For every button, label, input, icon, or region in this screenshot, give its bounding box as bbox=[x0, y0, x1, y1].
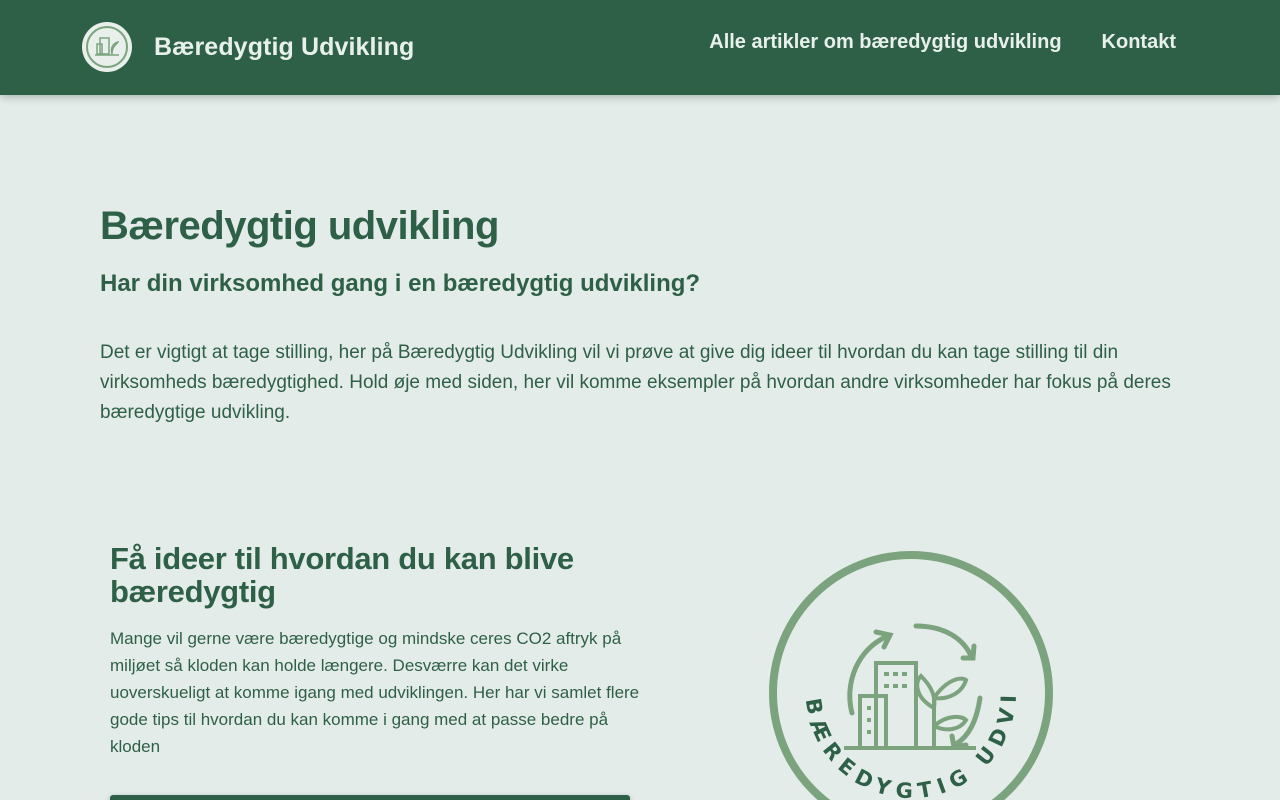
sustainability-logo bbox=[766, 548, 1056, 800]
building-icon bbox=[844, 663, 976, 748]
page-subtitle: Har din virksomhed gang i en bæredygtig udvikling? bbox=[100, 270, 701, 297]
nav-link-contact[interactable]: Kontakt bbox=[1101, 31, 1176, 53]
intro-paragraph: Det er vigtigt at tage stilling, her på Bæredygtig Udvikling vil vi prøve at give dig ideer til hvordan du kan tage stilling til din virksomheds bæredygtighed. Hold øje med siden, her vil komme eksempler på hvordan andre virksomheder har fokus på deres bæredygtige udvikling. bbox=[100, 342, 1171, 423]
brand-link[interactable] bbox=[82, 22, 414, 72]
leaf-icon bbox=[917, 676, 966, 748]
site-header bbox=[0, 0, 1280, 95]
main-nav bbox=[669, 31, 1176, 54]
nav-link-all-articles[interactable]: Alle artikler om bæredygtig udvikling bbox=[709, 31, 1062, 53]
logo-ring-text: BÆREDYGTIG UDVI bbox=[800, 687, 1022, 800]
brand-logo-icon bbox=[82, 22, 132, 72]
ideas-button[interactable] bbox=[110, 795, 630, 800]
brand-title: Bæredygtig Udvikling bbox=[154, 32, 415, 61]
ideas-paragraph: Mange vil gerne være bæredygtige og mindske ceres CO2 aftryk på miljøet så kloden kan holde længere. Desværre kan det virke uoverskueligt at komme igang med udviklingen. Her har vi samlet flere gode tips til hvordan du kan komme i gang med at passe bedre på kloden bbox=[110, 629, 640, 756]
ideas-heading: Få ideer til hvordan du kan blive bæredygtig bbox=[110, 541, 574, 609]
page-title: Bæredygtig udvikling bbox=[100, 204, 499, 248]
